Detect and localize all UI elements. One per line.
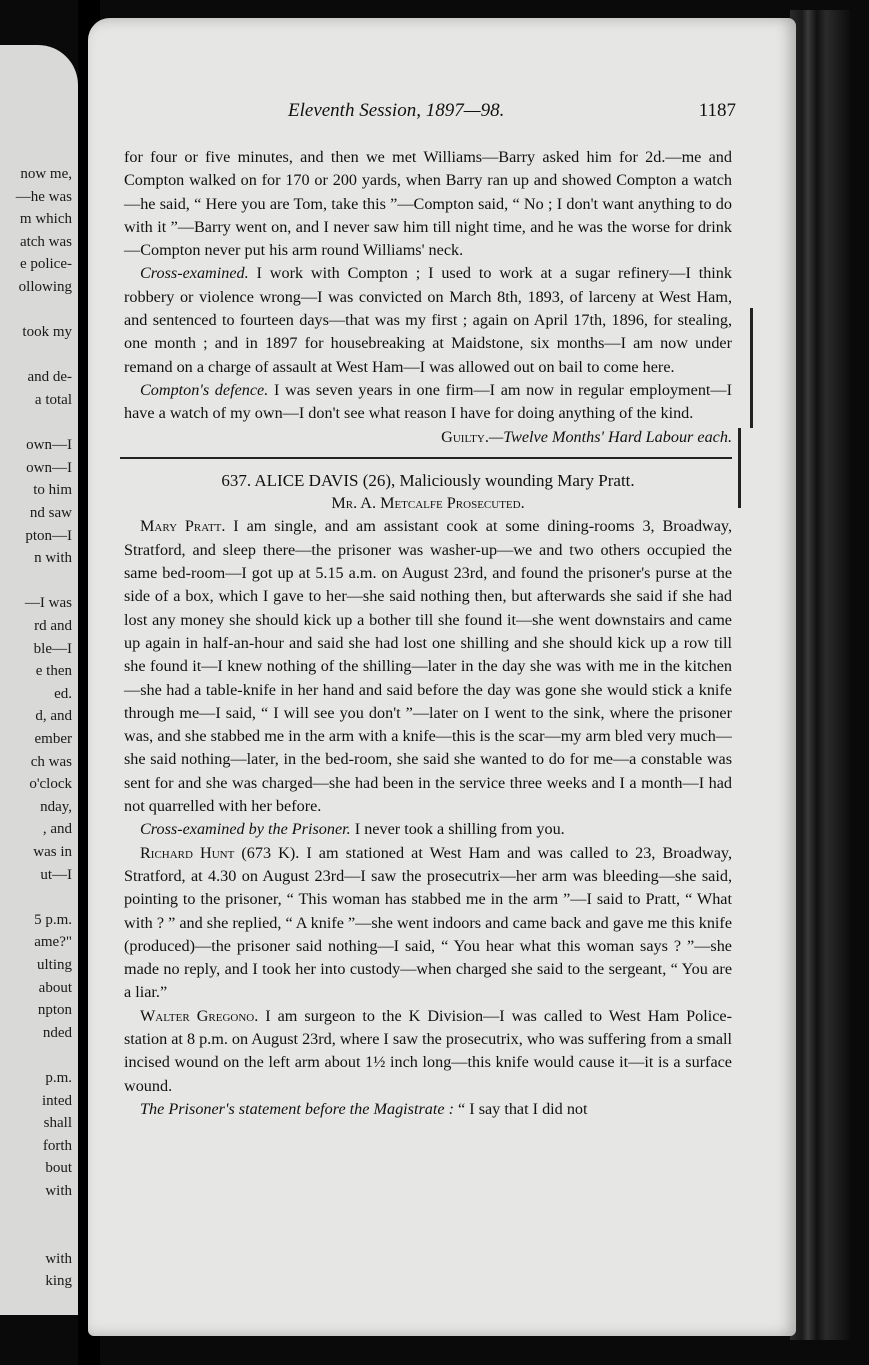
verdict-text: —Twelve Months' Hard Labour each. (488, 427, 732, 446)
facing-page-line: 5 p.m. (34, 911, 72, 928)
witness-name: Mary Pratt. (140, 517, 226, 536)
facing-page-fragment (0, 45, 78, 1315)
defence-paragraph (124, 379, 732, 426)
facing-page-line: with (45, 1183, 72, 1199)
paragraph-text: I never took a shilling from you. (350, 820, 565, 839)
facing-page-line: was in (33, 844, 72, 860)
facing-page-line: npton (37, 1002, 72, 1019)
facing-page-line: nday, (40, 798, 72, 815)
paragraph-label: Cross-examined. (140, 264, 249, 283)
page-body (124, 146, 732, 1121)
facing-page-line: ame?" (34, 934, 72, 951)
facing-page-line: a total (34, 392, 72, 408)
paragraph-text: I work with Compton ; I used to work at a sugar refinery—I think robbery or violence wrong—I was convicted on March 8th, 1893, of larceny at West Ham, and sentenced to fourteen days—that was my first ; again on April 17th, 1896, for stealing, one month ; and in 1897 for housebreaking at Maidstone, six months—I am now under remand on a charge of assault at West Ham—I was allowed out on bail to come here. (124, 264, 732, 376)
facing-page-line: m which (19, 211, 72, 228)
facing-page-line: ch was (30, 753, 72, 770)
facing-page-line: —I was (24, 595, 72, 612)
facing-page-line: about (38, 979, 72, 996)
paragraph-text: I am surgeon to the K Division—I was called to West Ham Police-station at 8 p.m. on August 23rd, where I saw the prosecutrix, who was suffering from a small incised wound on the left arm about 1½ inch long—this knife would cause it—it is a surface wound. (124, 1006, 732, 1095)
facing-page-line: ut—I (40, 866, 72, 883)
facing-page-line: —he was (15, 188, 72, 205)
facing-page-line: e police- (19, 256, 72, 273)
facing-page-line: took my (22, 324, 72, 341)
facing-page-line: , and (42, 821, 72, 838)
facing-page-line: king (45, 1273, 72, 1290)
facing-page-line: pton—I (25, 527, 72, 544)
facing-page-line: ollowing (18, 279, 72, 295)
facing-page-line: forth (42, 1137, 72, 1154)
facing-page-line: p.m. (45, 1070, 72, 1086)
prisoner-statement (124, 1098, 732, 1121)
margin-pencil-mark (738, 428, 741, 508)
verdict (124, 426, 732, 449)
facing-page-line: ble—I (33, 640, 72, 657)
facing-page-line: own—I (26, 437, 72, 454)
facing-page-line: own—I (26, 459, 72, 476)
case-divider (120, 457, 732, 459)
facing-page-line: atch was (19, 233, 72, 250)
witness-name: Richard Hunt (673 K). (140, 843, 300, 862)
case-heading: 637. ALICE DAVIS (26), Maliciously wounding Mary Pratt. (221, 470, 635, 490)
facing-page-line: with (45, 1250, 72, 1267)
paragraph-label: The Prisoner's statement before the Magistrate : (140, 1099, 454, 1118)
cross-examination-paragraph (124, 818, 732, 841)
witness-testimony (124, 1005, 732, 1098)
margin-pencil-mark (750, 308, 753, 428)
paragraph-label: Cross-examined by the Prisoner. (140, 820, 351, 839)
testimony-paragraph (124, 146, 732, 262)
paragraph-text: “ I say that I did not (453, 1099, 588, 1118)
facing-page-line: inted (42, 1092, 72, 1109)
facing-page-line: e then (35, 663, 72, 680)
facing-page-line: now me, (20, 166, 72, 182)
paragraph-text: I was seven years in one firm—I am now in regular employment—I have a watch of my own—I don't see what reason I have for doing anything of the kind. (124, 380, 732, 423)
prosecutor-line: Mr. A. Metcalfe Prosecuted. (331, 494, 525, 513)
book-page (88, 18, 796, 1336)
book-page-edges (790, 10, 850, 1340)
facing-page-line: nd saw (29, 505, 72, 521)
verdict-label: Guilty. (441, 427, 489, 446)
paragraph-text: I am single, and am assistant cook at some dining-rooms 3, Broadway, Stratford, and sleep there—the prisoner was washer-up—we and two others occupied the same bed-room—I got up at 5.15 a.m. on August 23rd, and found the prisoner's purse at the side of a box, which I gave to her—she said nothing then, but afterwards she said if she had lost any money she should kick up a bother till she found it—she went downstairs and came up again in half-an-hour and said she had lost one shilling and she should kick up a row till she found it—I knew nothing of the shilling—later in the day she was with me in the kitchen—she had a table-knife in her hand and said before the day was gone she would stick a knife through me—I said, “ I will see you don't ”—later on I went to the sink, where the prisoner was, and she stabbed me in the arm with a knife—this is the scar—my arm bled very much—she said nothing—later, in the bed-room, she said she wanted to do for me—a constable was sent for and she was charged—she had been in the service three weeks and I a month—I had not quarrelled with her before. (124, 517, 733, 816)
cross-examination-paragraph (124, 262, 732, 378)
witness-testimony (124, 842, 732, 1005)
facing-page-line: nded (42, 1024, 72, 1041)
witness-name: Walter Gregono. (140, 1006, 259, 1025)
page-header (88, 100, 796, 130)
witness-testimony (124, 515, 732, 818)
facing-page-line: shall (43, 1115, 72, 1132)
facing-page-line: ulting (36, 957, 72, 973)
facing-page-line: n with (34, 550, 72, 567)
facing-page-line: to him (33, 482, 72, 499)
facing-page-line: ed. (54, 685, 72, 702)
facing-page-line: o'clock (29, 776, 72, 793)
facing-page-line: rd and (34, 618, 72, 634)
running-title: Eleventh Session, 1897—98. (288, 100, 505, 121)
page-number: 1187 (698, 100, 736, 121)
facing-page-line: and de- (27, 369, 72, 386)
facing-page-line: bout (45, 1160, 72, 1177)
paragraph-label: Compton's defence. (140, 380, 269, 399)
paragraph-text: I am stationed at West Ham and was called to 23, Broadway, Stratford, at 4.30 on August 23rd—I saw the prosecutrix—her arm was bleeding—she said, pointing to the prisoner, “ This woman has stabbed me in the arm ”—I said to Pratt, “ What with ? ” and she replied, “ A knife ”—she went indoors and came back and gave me this knife (produced)—the prisoner said nothing—I said, “ You hear what this woman says ? ”—she made no reply, and I took her into custody—when charged she said to the sergeant, “ You are a liar.” (124, 843, 733, 1002)
facing-page-line: ember (34, 731, 72, 747)
facing-page-line: d, and (35, 708, 72, 725)
paragraph-text: for four or five minutes, and then we met Williams—Barry asked him for 2d.—me and Compton walked on for 170 or 200 yards, when Barry ran up and showed Compton a watch—he said, “ Here you are Tom, take this ”—Compton said, “ No ; I don't want anything to do with it ”—Barry went on, and I never saw him till night time, and he was the worse for drink—Compton never put his arm round Williams' neck. (124, 148, 732, 260)
